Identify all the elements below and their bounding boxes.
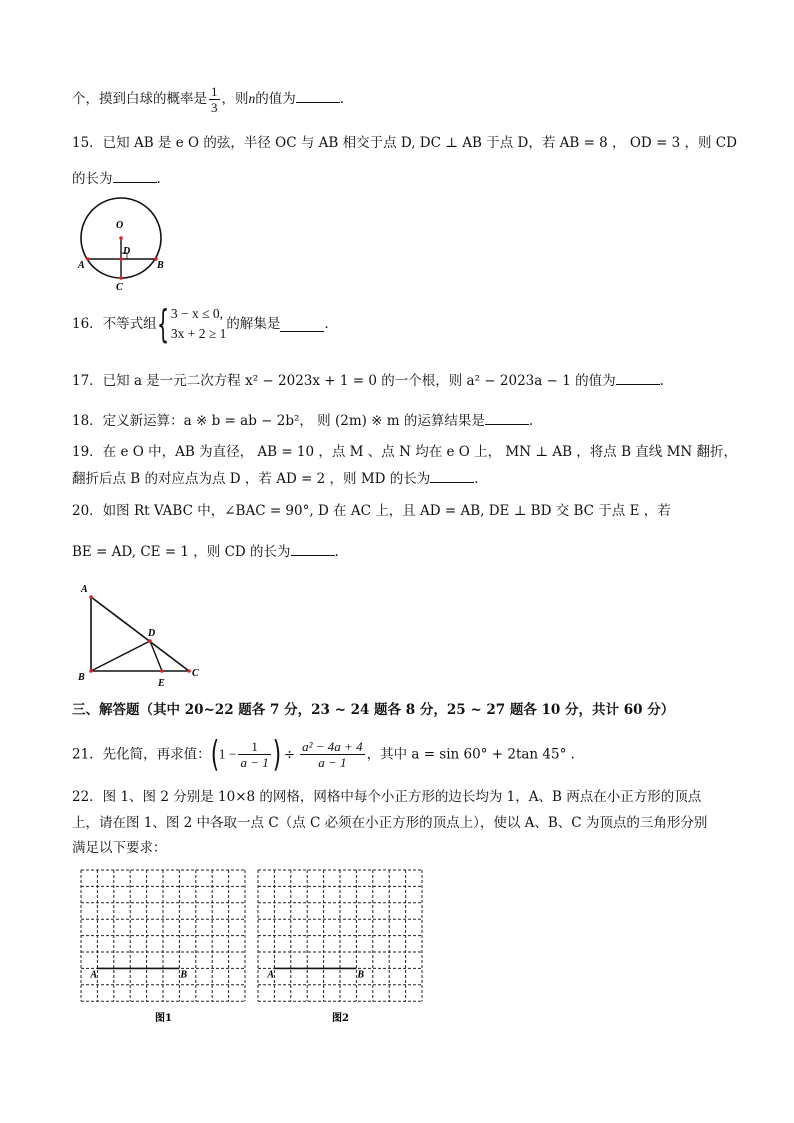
q15-line1: 15．已知 AB 是 e O 的弦，半径 OC 与 AB 相交于点 D, DC ⊥ AB 于点 D，若 AB = 8 ， OD = 3 ，则 CD	[72, 135, 737, 151]
q14-prefix: 个，摸到白球的概率是	[72, 91, 207, 107]
grid-figure-2	[257, 869, 427, 1029]
q15-circle-figure	[78, 194, 168, 294]
q15-end: .	[156, 171, 161, 187]
label-c: C	[116, 282, 123, 293]
section-heading: 三、解答题（其中 20~22 题各 7 分，23 ~ 24 题各 8 分，25 ~ 27 题各 10 分，共计 60 分）	[72, 702, 675, 718]
q16-prefix: 16．不等式组	[72, 316, 157, 332]
label-a: A	[78, 260, 85, 271]
q18-end: .	[528, 413, 534, 429]
point-b-label: B	[357, 969, 365, 981]
answer-blank	[616, 370, 660, 385]
q14-suffix2: 的值为	[255, 91, 296, 107]
q14-frac-num: 1	[211, 84, 218, 99]
q21-one-minus: 1 −	[218, 746, 237, 762]
answer-blank	[291, 541, 335, 556]
q21-f2-den: a − 1	[318, 755, 347, 770]
answer-blank	[430, 468, 474, 483]
side-ac	[91, 597, 189, 671]
answer-blank	[280, 317, 324, 332]
q21-f1-num: 1	[238, 739, 270, 755]
q14-suffix1: ，则	[221, 91, 249, 107]
q21-suffix: ，其中 a = sin 60° + 2tan 45° .	[366, 746, 575, 763]
q21-fraction2	[300, 739, 364, 770]
q20-line2-text: BE = AD, CE = 1 ，则 CD 的长为	[72, 544, 291, 560]
brace-symbol: {	[156, 302, 169, 346]
q20-end: .	[334, 544, 339, 560]
q16-end: .	[324, 316, 329, 332]
label-a: A	[81, 584, 88, 595]
q22-line1: 22．图 1、图 2 分别是 10×8 的网格，网格中每个小正方形的边长均为 1，A、B 两点在小正方形的顶点	[72, 789, 702, 805]
q21-f2-num: a² − 4a + 4	[302, 739, 363, 754]
segment-bd	[91, 641, 150, 671]
q14-var: n	[248, 91, 256, 106]
q17-line	[72, 370, 664, 391]
q14-fraction	[209, 84, 220, 115]
q22-line2: 上，请在图 1、图 2 中各取一点 C（点 C 必须在小正方形的顶点上），使以 A、B、C 为顶点的三角形分别	[72, 815, 708, 831]
q14-end: .	[339, 91, 345, 107]
q17-text: 17．已知 a 是一元二次方程 x² − 2023x + 1 = 0 的一个根，则 a² − 2023a − 1 的值为	[72, 373, 616, 389]
q15-line2-text: 的长为	[72, 171, 113, 187]
grid-figure-1	[80, 869, 250, 1029]
q19-line1: 19．在 e O 中，AB 为直径， AB = 10 ，点 M 、点 N 均在 e O 上， MN ⊥ AB ，将点 B 直线 MN 翻折，	[72, 444, 738, 460]
q21-div: ÷	[283, 746, 296, 763]
q14-frac-den: 3	[211, 100, 218, 115]
paren-close: )	[272, 733, 282, 775]
q20-line1: 20．如图 Rt VABC 中，∠BAC = 90°, D 在 AC 上，且 AD = AB, DE ⊥ BD 交 BC 于点 E ，若	[72, 503, 671, 519]
q16-ineq1: 3 − x ≤ 0,	[170, 306, 224, 321]
q21-f1-den: a − 1	[240, 755, 269, 770]
q17-end: .	[659, 373, 664, 389]
q21-line	[72, 734, 575, 775]
grid-caption: 图1	[155, 1013, 172, 1025]
label-e: E	[158, 678, 165, 689]
answer-blank	[485, 410, 529, 425]
q21-prefix: 21．先化简，再求值：	[72, 746, 211, 763]
q20-line2	[72, 541, 339, 562]
q16-line	[72, 304, 329, 344]
q18-line	[72, 410, 533, 431]
q20-triangle-figure	[78, 582, 208, 690]
q19-line2	[72, 468, 479, 489]
label-o: O	[116, 220, 124, 231]
q14-tail	[72, 84, 344, 115]
point-b-label: B	[180, 969, 188, 981]
q21-fraction1	[238, 739, 270, 770]
q22-line3: 满足以下要求：	[72, 840, 167, 856]
paren-open: (	[210, 733, 219, 775]
answer-blank	[113, 168, 157, 183]
point-a-label: A	[267, 969, 275, 981]
q16-system	[171, 304, 227, 344]
q16-ineq2: 3x + 2 ≥ 1	[170, 326, 227, 341]
grid-caption: 图2	[332, 1013, 349, 1025]
answer-blank	[296, 88, 340, 103]
q18-text: 18．定义新运算：a ※ b = ab − 2b²， 则 (2m) ※ m 的运算结果是	[72, 413, 485, 429]
label-b: B	[78, 672, 85, 683]
q15-line2	[72, 168, 161, 189]
label-b: B	[157, 260, 164, 271]
q19-end: .	[474, 471, 479, 487]
label-c: C	[192, 668, 199, 679]
label-d: D	[148, 628, 156, 639]
point-a-label: A	[90, 969, 98, 981]
q16-suffix: 的解集是	[226, 316, 281, 332]
label-d: D	[123, 246, 131, 257]
q19-line2-text: 翻折后点 B 的对应点为点 D ，若 AD = 2 ，则 MD 的长为	[72, 471, 431, 487]
